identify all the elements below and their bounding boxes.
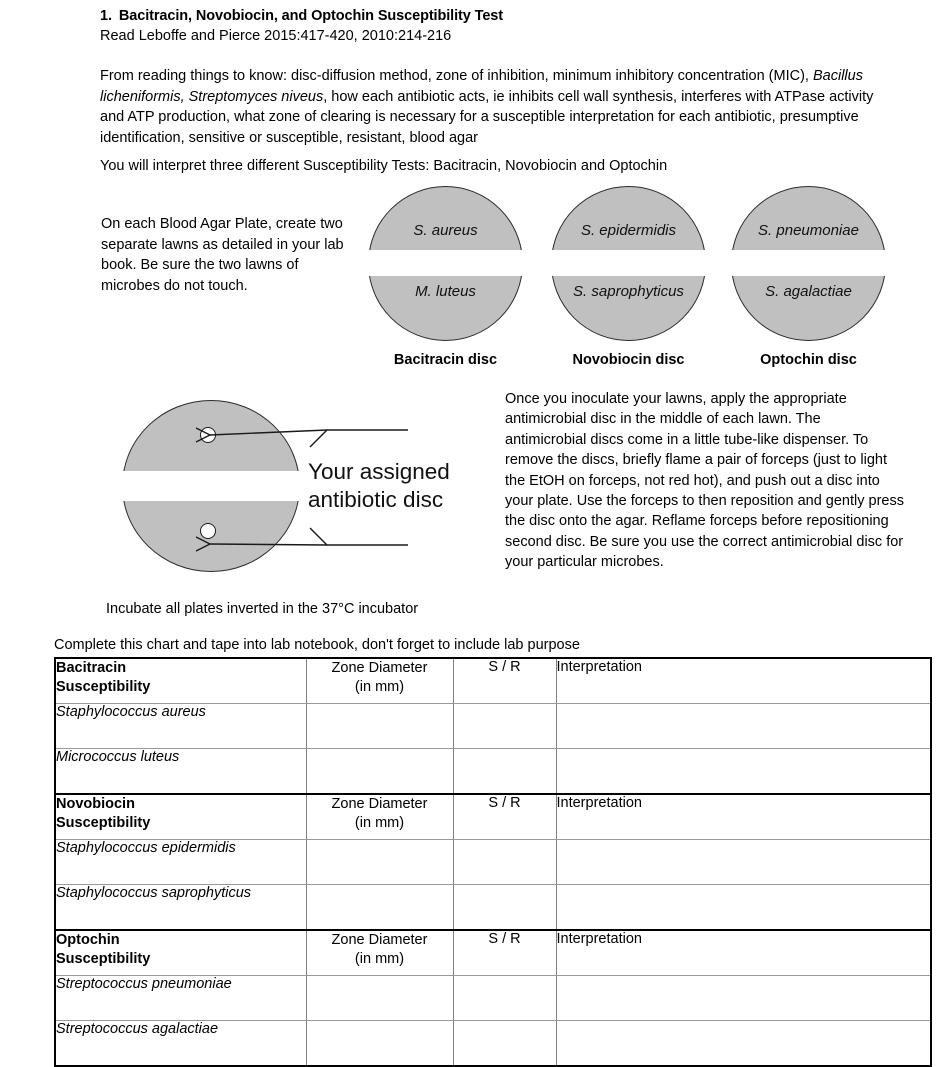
sr-cell[interactable] <box>453 885 556 931</box>
organism-name: Micrococcus luteus <box>55 749 306 795</box>
page-title-text: Bacitracin, Novobiocin, and Optochin Susceptibility Test <box>118 8 503 24</box>
plate-bacitracin-bottom-organism: M. luteus <box>415 283 476 300</box>
organism-name: Streptococcus pneumoniae <box>55 976 306 1021</box>
zone-header-line2: (in mm) <box>354 815 405 831</box>
zone-diameter-cell[interactable] <box>306 749 453 795</box>
section-header-line2: Susceptibility <box>56 679 151 695</box>
page-title-number: 1. <box>100 8 112 24</box>
interpretation-cell[interactable] <box>556 885 931 931</box>
table-row <box>55 749 931 795</box>
column-header-interpretation: Interpretation <box>556 930 931 976</box>
interpretation-cell[interactable] <box>556 1021 931 1067</box>
zone-header-line2: (in mm) <box>354 679 405 695</box>
column-header-sr: S / R <box>453 794 556 840</box>
table-row <box>55 885 931 931</box>
zone-header-line1: Zone Diameter <box>331 932 428 948</box>
page-title <box>100 8 503 24</box>
assigned-plate-lawn-gap <box>119 471 303 501</box>
intro-part-2: , how each antibiotic acts, ie inhibits cell wall synthesis, interferes with ATPase activity and ATP production, what zone of clearing is necessary for a susceptible interpretation for each antibiotic, presumptive identification, sensitive or susceptible, resistant, blood agar <box>100 88 874 146</box>
organism-name: Staphylococcus aureus <box>55 704 306 749</box>
column-header-zone-diameter <box>306 930 453 976</box>
caption-novobiocin-disc: Novobiocin disc <box>572 352 685 368</box>
table-row <box>55 1021 931 1067</box>
table-row <box>55 794 931 840</box>
reading-reference: Read Leboffe and Pierce 2015:417-420, 2010:214-216 <box>100 28 452 44</box>
interpretation-cell[interactable] <box>556 704 931 749</box>
plate-optochin <box>731 186 886 341</box>
plate-optochin-lawn-gap <box>728 250 889 276</box>
reading-terms-paragraph <box>100 66 900 148</box>
zone-diameter-cell[interactable] <box>306 1021 453 1067</box>
table-row <box>55 658 931 704</box>
zone-diameter-cell[interactable] <box>306 840 453 885</box>
table-row <box>55 704 931 749</box>
caption-bacitracin-disc: Bacitracin disc <box>393 352 498 368</box>
intro-species-italic: Bacillus licheniformis, Streptomyces niveus <box>100 68 863 105</box>
zone-diameter-cell[interactable] <box>306 704 453 749</box>
assigned-disc-label-line2: antibiotic disc <box>308 487 444 512</box>
table-section-optochin <box>55 930 931 1066</box>
column-header-interpretation: Interpretation <box>556 658 931 704</box>
leader-line-top <box>310 430 408 447</box>
table-section-novobiocin <box>55 794 931 930</box>
plate-optochin-bottom-organism: S. agalactiae <box>765 283 852 300</box>
sr-cell[interactable] <box>453 840 556 885</box>
chart-completion-note: Complete this chart and tape into lab notebook, don't forget to include lab purpose <box>54 637 580 653</box>
sr-cell[interactable] <box>453 704 556 749</box>
section-header-line1: Optochin <box>56 932 120 948</box>
sr-cell[interactable] <box>453 1021 556 1067</box>
plate-optochin-top-organism: S. pneumoniae <box>758 222 859 239</box>
interpret-tests-line: You will interpret three different Susceptibility Tests: Bacitracin, Novobiocin and Optochin <box>100 158 668 174</box>
column-header-zone-diameter <box>306 794 453 840</box>
section-header-novobiocin <box>55 794 306 840</box>
plate-novobiocin-bottom-organism: S. saprophyticus <box>573 283 684 300</box>
zone-diameter-cell[interactable] <box>306 976 453 1021</box>
table-row <box>55 930 931 976</box>
plate-novobiocin-top-organism: S. epidermidis <box>580 222 677 239</box>
leader-line-bottom <box>310 528 408 545</box>
sr-cell[interactable] <box>453 749 556 795</box>
antibiotic-disc-icon-top <box>200 427 216 443</box>
interpretation-cell[interactable] <box>556 840 931 885</box>
table-row <box>55 840 931 885</box>
caption-optochin-disc: Optochin disc <box>760 352 857 368</box>
section-header-line1: Bacitracin <box>56 660 127 676</box>
section-header-line1: Novobiocin <box>56 796 135 812</box>
section-header-line2: Susceptibility <box>56 951 151 967</box>
zone-header-line1: Zone Diameter <box>331 796 428 812</box>
incubation-instruction: Incubate all plates inverted in the 37°C incubator <box>106 601 419 617</box>
column-header-interpretation: Interpretation <box>556 794 931 840</box>
plate-bacitracin-top-organism: S. aureus <box>413 222 478 239</box>
table-section-bacitracin <box>55 658 931 794</box>
plate-bacitracin <box>368 186 523 341</box>
plate-novobiocin-lawn-gap <box>548 250 709 276</box>
sr-cell[interactable] <box>453 976 556 1021</box>
plate-novobiocin <box>551 186 706 341</box>
table-row <box>55 976 931 1021</box>
zone-header-line1: Zone Diameter <box>331 660 428 676</box>
column-header-sr: S / R <box>453 930 556 976</box>
organism-name: Staphylococcus epidermidis <box>55 840 306 885</box>
assigned-disc-label-line1: Your assigned <box>308 459 450 484</box>
section-header-optochin <box>55 930 306 976</box>
assigned-disc-label <box>308 458 493 514</box>
column-header-sr: S / R <box>453 658 556 704</box>
column-header-zone-diameter <box>306 658 453 704</box>
plate-assigned-diagram <box>122 400 300 572</box>
interpretation-cell[interactable] <box>556 749 931 795</box>
zone-diameter-cell[interactable] <box>306 885 453 931</box>
organism-name: Staphylococcus saprophyticus <box>55 885 306 931</box>
lawn-instructions-note: On each Blood Agar Plate, create two separate lawns as detailed in your lab book. Be sure the two lawns of microbes do not touch. <box>101 216 344 294</box>
organism-name: Streptococcus agalactiae <box>55 1021 306 1067</box>
disc-application-instructions: Once you inoculate your lawns, apply the appropriate antimicrobial disc in the middle of each lawn. The antimicrobial discs come in a little tube-like dispenser. To remove the discs, briefly flame a pair of forceps (just to light the EtOH on forceps, not red hot), and push out a disc into your plate. Use the forceps to then reposition and gently press the disc onto the agar. Reflame forceps before repositioning second disc. Be sure you use the correct antimicrobial disc for your particular microbes. <box>505 391 904 571</box>
section-header-line2: Susceptibility <box>56 815 151 831</box>
zone-header-line2: (in mm) <box>354 951 405 967</box>
interpretation-cell[interactable] <box>556 976 931 1021</box>
section-header-bacitracin <box>55 658 306 704</box>
plate-bacitracin-lawn-gap <box>365 250 526 276</box>
susceptibility-results-table <box>54 657 932 1067</box>
antibiotic-disc-icon-bottom <box>200 523 216 539</box>
intro-part-1: From reading things to know: disc-diffusion method, zone of inhibition, minimum inhibitory concentration (MIC), <box>100 68 813 84</box>
